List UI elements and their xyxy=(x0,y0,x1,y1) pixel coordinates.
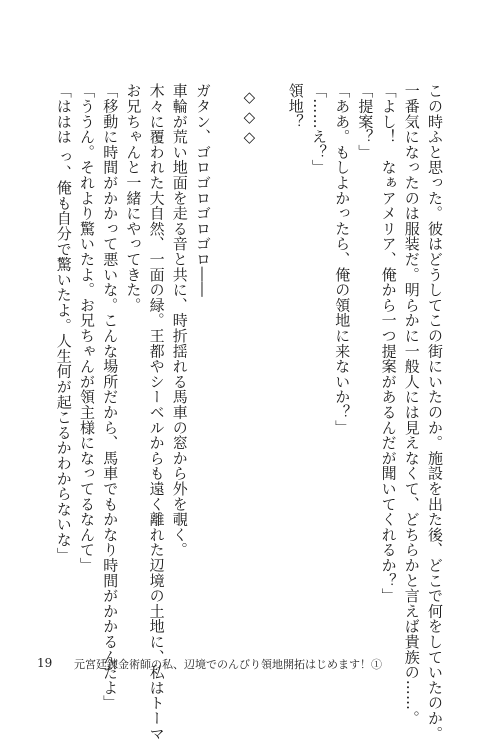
text-line: 「移動に時間がかかって悪いな。こんな場所だから、馬車でもかなり時間がかかるんだよ」 xyxy=(101,83,120,711)
text-line: 木々に覆われた大自然、一面の緑。王都やシーベルからも遠く離れた辺境の土地に、私はトーマ xyxy=(147,83,166,741)
book-title: 元宮廷錬金術師の私、辺境でのんびり領地開拓はじめます！① xyxy=(74,658,382,671)
text-line: お兄ちゃんと一緒にやってきた。 xyxy=(124,83,143,313)
text-line: 一番気になったのは服装だ。明らかに一般人には見えなくて、どちらかと言えば貴族の……。 xyxy=(402,83,421,726)
text-line: 「よし！ なぁアメリア、俺から一つ提案があるんだが聞いてくれるか？」 xyxy=(379,83,398,604)
section-divider: ◇◇◇ xyxy=(240,88,259,148)
text-line: 「ああ。もしよかったら、俺の領地に来ないか？」 xyxy=(333,83,352,435)
page-footer xyxy=(0,656,500,676)
page-number: 19 xyxy=(37,656,53,670)
text-line: この時ふと思った。彼はどうしてこの街にいたのか。施設を出た後、どこで何をしていたのか。 xyxy=(426,83,444,741)
text-line: 「提案？」 xyxy=(356,83,375,160)
text-line: 車輪が荒い地面を走る音と共に、時折揺れる馬車の窓から外を覗く。 xyxy=(170,83,189,558)
text-line: ガタン、ゴロゴロゴロゴロ―― xyxy=(194,83,212,298)
text-line: 「ううん。それより驚いたよ。お兄ちゃんが領主様になってるなんて」 xyxy=(78,83,96,573)
text-line: 「……え？」 xyxy=(310,83,328,175)
text-line: 「ははは っ、俺も自分で驚いたよ。人生何が起こるかわからないな」 xyxy=(54,83,73,563)
text-line: 領地？ xyxy=(286,83,305,129)
